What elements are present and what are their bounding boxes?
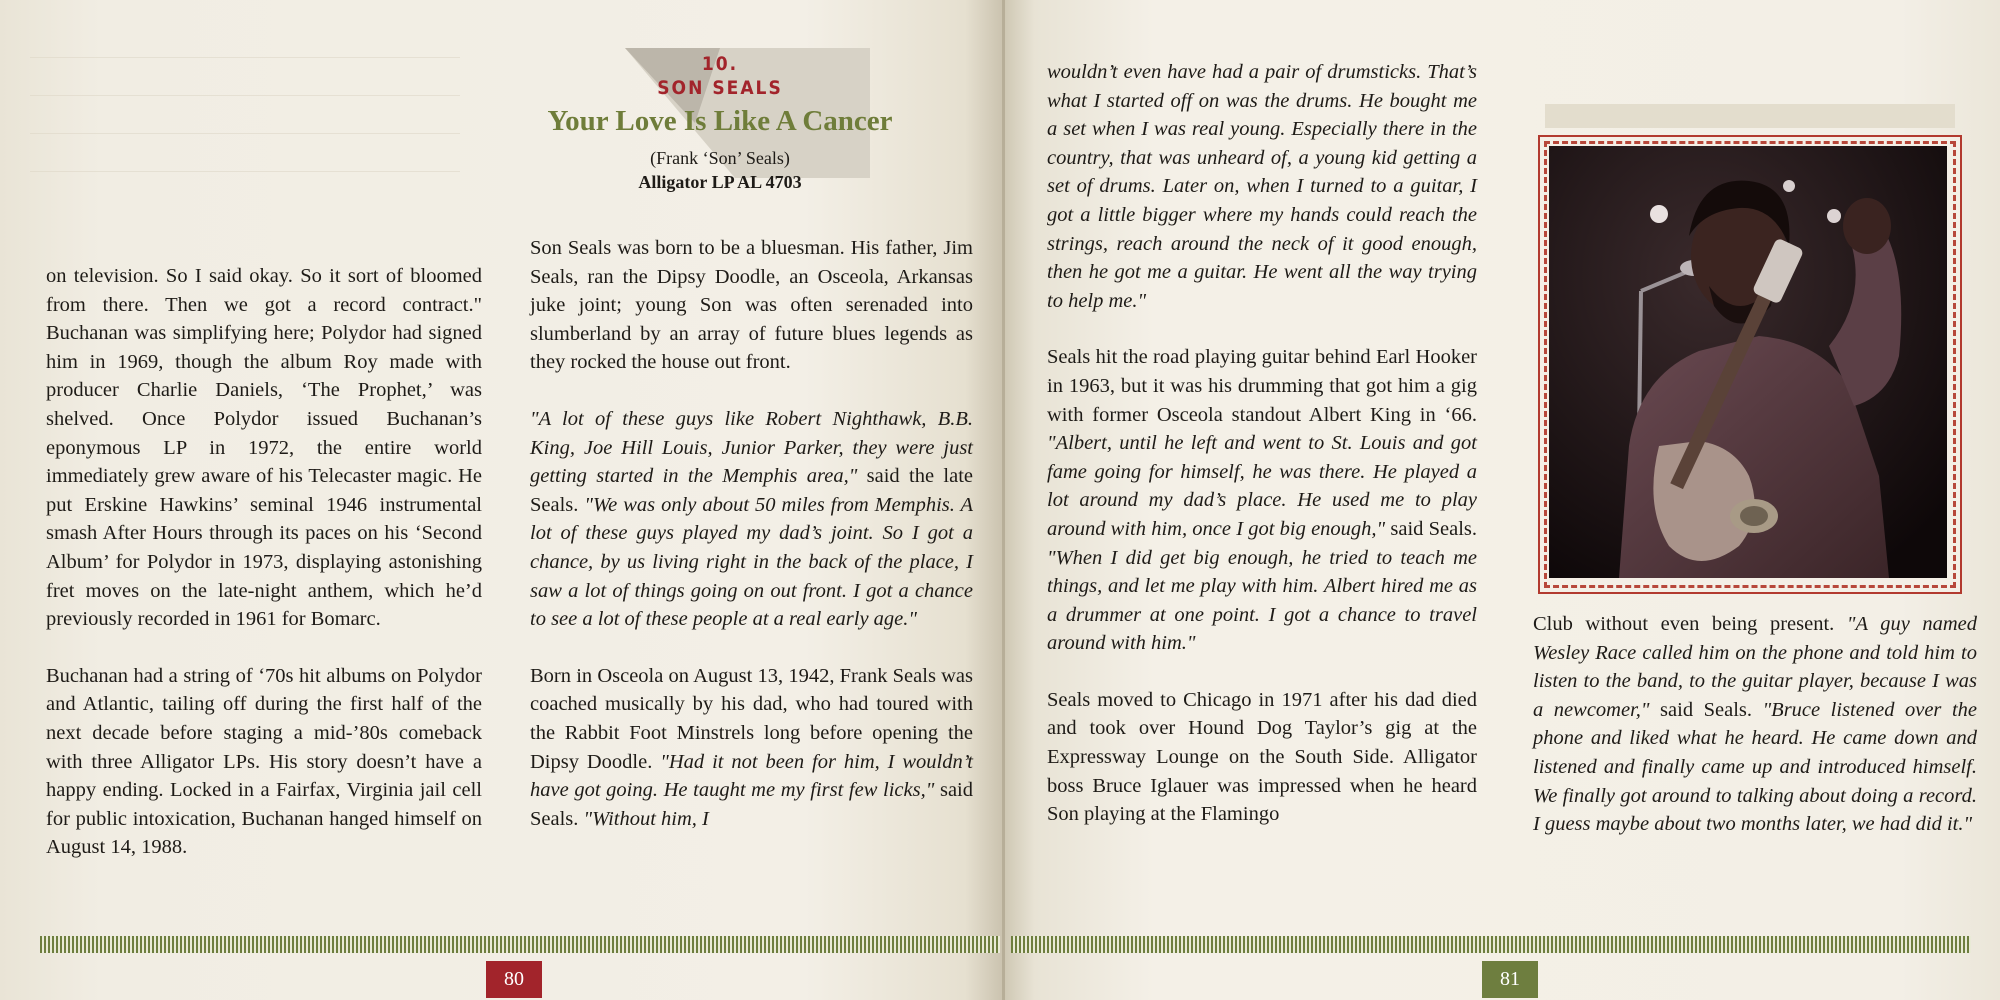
- show-through-text: [30, 30, 460, 230]
- text: Born in Osceola on August 13, 1942, Frank Seals was coached musically by his dad, who had toured with the Rabbit Foot Minstrels long before opening the Dipsy Doodle.: [530, 664, 973, 773]
- right-column-2: [1533, 610, 1977, 867]
- page-number: 81: [1482, 961, 1538, 998]
- footer-band: [1011, 936, 1971, 953]
- quote: "A lot of these guys like Robert Nighthawk, B.B. King, Joe Hill Louis, Junior Parker, they were just getting started in the Memphis area,": [530, 407, 973, 488]
- paragraph: Son Seals was born to be a bluesman. His father, Jim Seals, ran the Dipsy Doodle, an Osceola, Arkansas juke joint; young Son was often serenaded into slumberland by an array of future blues legends as they rocked the house out front.: [530, 237, 973, 374]
- quote: "We was only about 50 miles from Memphis. A lot of these guys played my dad’s joint. So I got a chance, by us living right in the back of the place, I saw a lot of things going on out front. I got a chance to see a lot of these people at a real early age.": [530, 493, 973, 631]
- text: said the late Seals.: [530, 465, 974, 516]
- song-title: Your Love Is Like A Cancer: [547, 105, 893, 137]
- quote: "When I did get big enough, he tried to teach me things, and let me play with him. Albert hired me as a drummer at one point. I got a chance to travel around with him.": [1047, 546, 1477, 655]
- track-number: 10.: [701, 53, 739, 75]
- text: said Seals.: [530, 779, 974, 830]
- song-heading: [540, 52, 900, 194]
- performer-illustration: [1549, 146, 1947, 578]
- quote: "A guy named Wesley Race called him on the phone and told him to listen to the band, to the guitar player, because I was a newcomer,": [1533, 613, 1978, 721]
- paragraph: on television. So I said okay. So it sort of bloomed from there. Then we got a record contract." Buchanan was simplifying here; Polydor had signed him in 1969, though the album Roy made with producer Charlie Daniels, ‘The Prophet,’ was shelved. Once Polydor issued Buchanan’s eponymous LP in 1972, the entire world immediately grew aware of his Telecaster magic. He put Erskine Hawkins’ seminal 1946 instrumental smash After Hours through its paces on his ‘Second Album’ for Polydor in 1973, displaying astonishing fret moves on the late-night anthem, which he’d previously recorded in 1961 for Bomarc.: [46, 265, 482, 631]
- paragraph: Seals moved to Chicago in 1971 after his dad died and took over Hound Dog Taylor’s gig at the Expressway Lounge on the South Side. Alligator boss Bruce Iglauer was impressed when he heard Son playing at the Flamingo: [1047, 688, 1477, 826]
- quote: "Had it not been for him, I wouldn’t have got going. He taught me my first few licks,": [530, 750, 974, 802]
- paragraph: [1047, 343, 1477, 658]
- footer-band: [40, 936, 1000, 953]
- text: Seals hit the road playing guitar behind Earl Hooker in 1963, but it was his drumming that got him a gig with former Osceola standout Albert King in ‘66.: [1047, 346, 1477, 426]
- quote: wouldn’t even have had a pair of drumsticks. That’s what I started off on was the drums. He bought me a set when I was real young. Especially there in the country, that was unheard of, a young kid getting a set of drums. Later on, when I turned to a guitar, I got a little bigger where my hands could reach the strings, reach around the neck of it good enough, then he got me a guitar. He went all the way trying to help me.": [1047, 61, 1477, 312]
- show-through-caption-bar: [1545, 104, 1955, 128]
- text: said Seals.: [1385, 517, 1478, 540]
- quote: "Without him, I: [583, 807, 709, 830]
- paragraph: [1047, 58, 1477, 315]
- artist-name: SON SEALS: [657, 77, 783, 99]
- paragraph: [530, 405, 973, 634]
- left-column-1: [46, 262, 482, 890]
- quote: "Albert, until he left and went to St. Louis and got fame going for himself, he was there. He played a lot around my dad’s place. He used me to play around with him, once I got big enough,": [1047, 432, 1477, 540]
- quote: "Bruce listened over the phone and liked what he heard. He came down and listened and finally came up and introduced himself. We finally got around to talking about doing a record. I guess maybe about two months later, we had did it.": [1533, 698, 1978, 836]
- paragraph: [530, 662, 973, 834]
- songwriter-credit: (Frank ‘Son’ Seals): [650, 148, 790, 168]
- text: Club without even being present.: [1533, 613, 1847, 635]
- text: said Seals.: [1649, 698, 1763, 721]
- paragraph: Buchanan had a string of ‘70s hit albums on Polydor and Atlantic, tailing off during the first half of the next decade before staging a mid-’80s comeback with three Alligator LPs. His story doesn’t have a happy ending. Locked in a Fairfax, Virginia jail cell for public intoxication, Buchanan hanged himself on August 14, 1988.: [46, 664, 482, 859]
- page-number: 80: [486, 961, 542, 998]
- record-label: Alligator LP AL 4703: [638, 172, 802, 192]
- son-seals-photo: [1549, 146, 1947, 578]
- paragraph: [1533, 610, 1977, 839]
- right-column-1: [1047, 58, 1477, 857]
- left-column-2: [530, 234, 973, 861]
